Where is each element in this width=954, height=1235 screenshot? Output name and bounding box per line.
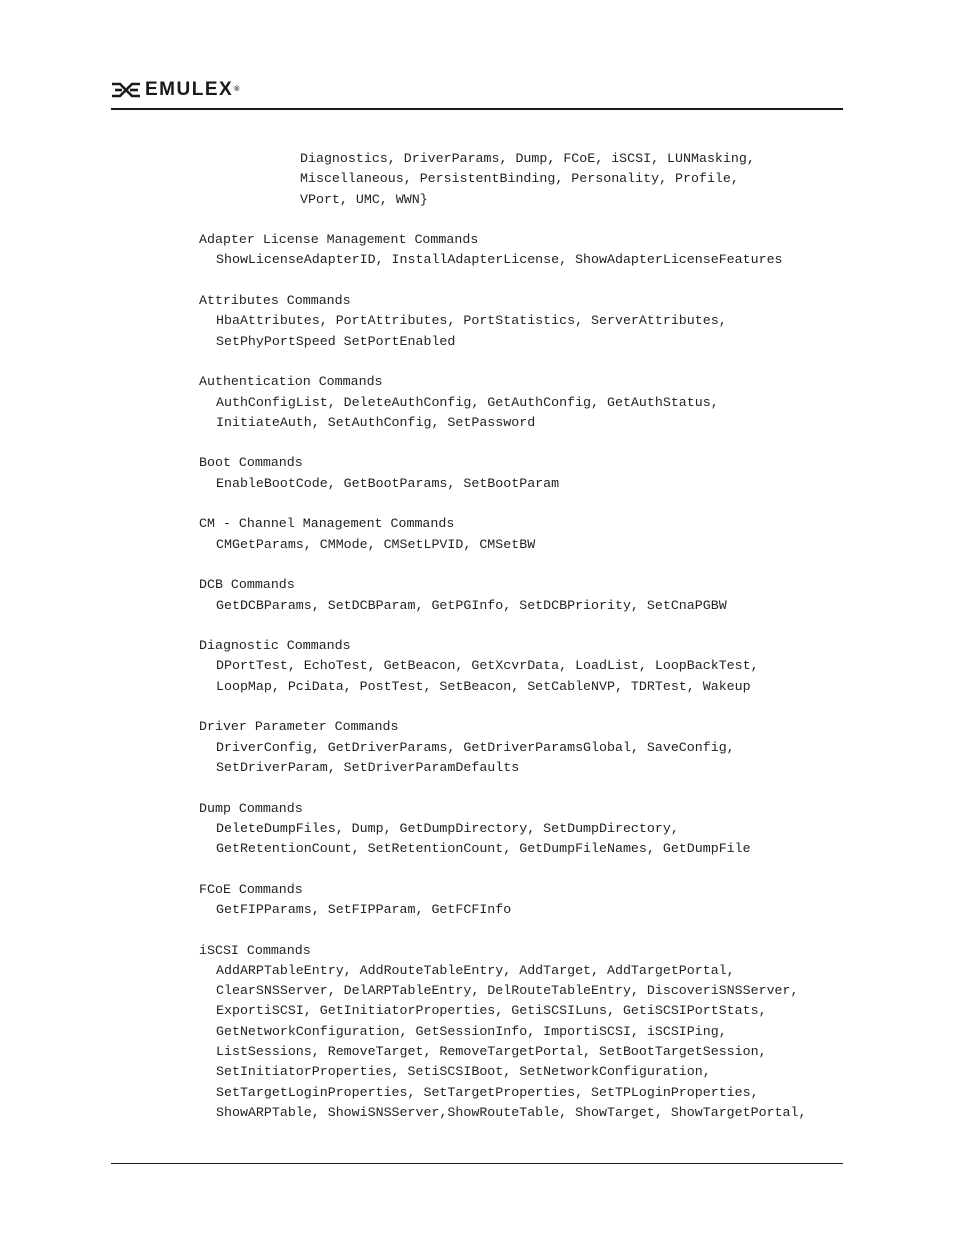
command-line: SetDriverParam, SetDriverParamDefaults (216, 759, 520, 775)
spacer (199, 271, 843, 291)
command-line: GetNetworkConfiguration, GetSessionInfo, ImportiSCSI, iSCSIPing, (216, 1023, 727, 1039)
section-heading: Adapter License Management Commands (199, 232, 479, 248)
section-heading: DCB Commands (199, 577, 295, 593)
command-line: AddARPTableEntry, AddRouteTableEntry, AddTarget, AddTargetPortal, (216, 962, 735, 978)
section-heading: iSCSI Commands (199, 942, 311, 958)
command-line: DeleteDumpFiles, Dump, GetDumpDirectory, SetDumpDirectory, (216, 820, 679, 836)
intro-line: Diagnostics, DriverParams, Dump, FCoE, iSCSI, LUNMasking, (300, 151, 755, 166)
command-line: ClearSNSServer, DelARPTableEntry, DelRouteTableEntry, DiscoveriSNSServer, (216, 983, 799, 999)
command-line: LoopMap, PciData, PostTest, SetBeacon, SetCableNVP, TDRTest, Wakeup (216, 678, 751, 694)
command-line: DriverConfig, GetDriverParams, GetDriverParamsGlobal, SaveConfig, (216, 739, 735, 755)
command-line: SetInitiatorProperties, SetiSCSIBoot, SetNetworkConfiguration, (216, 1064, 711, 1080)
command-line: ExportiSCSI, GetInitiatorProperties, GetiSCSILuns, GetiSCSIPortStats, (216, 1003, 767, 1019)
command-line: GetRetentionCount, SetRetentionCount, GetDumpFileNames, GetDumpFile (216, 841, 751, 857)
spacer (199, 210, 843, 230)
command-line: GetFIPParams, SetFIPParam, GetFCFInfo (216, 901, 512, 917)
command-line: ShowLicenseAdapterID, InstallAdapterLicense, ShowAdapterLicenseFeatures (216, 252, 783, 268)
spacer (199, 859, 843, 879)
command-line: HbaAttributes, PortAttributes, PortStatistics, ServerAttributes, (216, 313, 727, 329)
command-list (199, 149, 843, 1123)
emulex-logo-icon (111, 82, 141, 98)
header-rule (111, 108, 843, 110)
section-heading: Dump Commands (199, 800, 303, 816)
logo-wordmark: EMULEX® (145, 79, 241, 100)
command-line: AuthConfigList, DeleteAuthConfig, GetAuthConfig, GetAuthStatus, (216, 394, 719, 410)
section-heading: FCoE Commands (199, 881, 303, 897)
section-heading: Boot Commands (199, 455, 303, 471)
command-line: SetTargetLoginProperties, SetTargetProperties, SetTPLoginProperties, (216, 1084, 759, 1100)
command-line: ShowARPTable, ShowiSNSServer,ShowRouteTable, ShowTarget, ShowTargetPortal, (216, 1104, 807, 1120)
trademark-symbol: ® (234, 86, 241, 93)
section-heading: Attributes Commands (199, 293, 351, 309)
spacer (199, 555, 843, 575)
footer-rule (111, 1163, 843, 1164)
spacer (199, 433, 843, 453)
spacer (199, 778, 843, 798)
spacer (199, 494, 843, 514)
spacer (199, 920, 843, 940)
section-heading: Authentication Commands (199, 374, 383, 390)
command-line: CMGetParams, CMMode, CMSetLPVID, CMSetBW (216, 536, 536, 552)
section-heading: Driver Parameter Commands (199, 719, 399, 735)
spacer (199, 352, 843, 372)
intro-line: VPort, UMC, WWN} (300, 191, 428, 207)
command-line: GetDCBParams, SetDCBParam, GetPGInfo, SetDCBPriority, SetCnaPGBW (216, 597, 727, 613)
spacer (199, 616, 843, 636)
command-line: SetPhyPortSpeed SetPortEnabled (216, 333, 456, 349)
section-heading: Diagnostic Commands (199, 638, 351, 654)
command-line: InitiateAuth, SetAuthConfig, SetPassword (216, 414, 536, 430)
spacer (199, 697, 843, 717)
command-line: EnableBootCode, GetBootParams, SetBootParam (216, 475, 560, 491)
command-line: ListSessions, RemoveTarget, RemoveTargetPortal, SetBootTargetSession, (216, 1044, 767, 1060)
command-line: DPortTest, EchoTest, GetBeacon, GetXcvrData, LoadList, LoopBackTest, (216, 658, 759, 674)
intro-line: Miscellaneous, PersistentBinding, Personality, Profile, (300, 171, 739, 187)
emulex-logo (111, 79, 241, 101)
section-heading: CM - Channel Management Commands (199, 516, 455, 532)
